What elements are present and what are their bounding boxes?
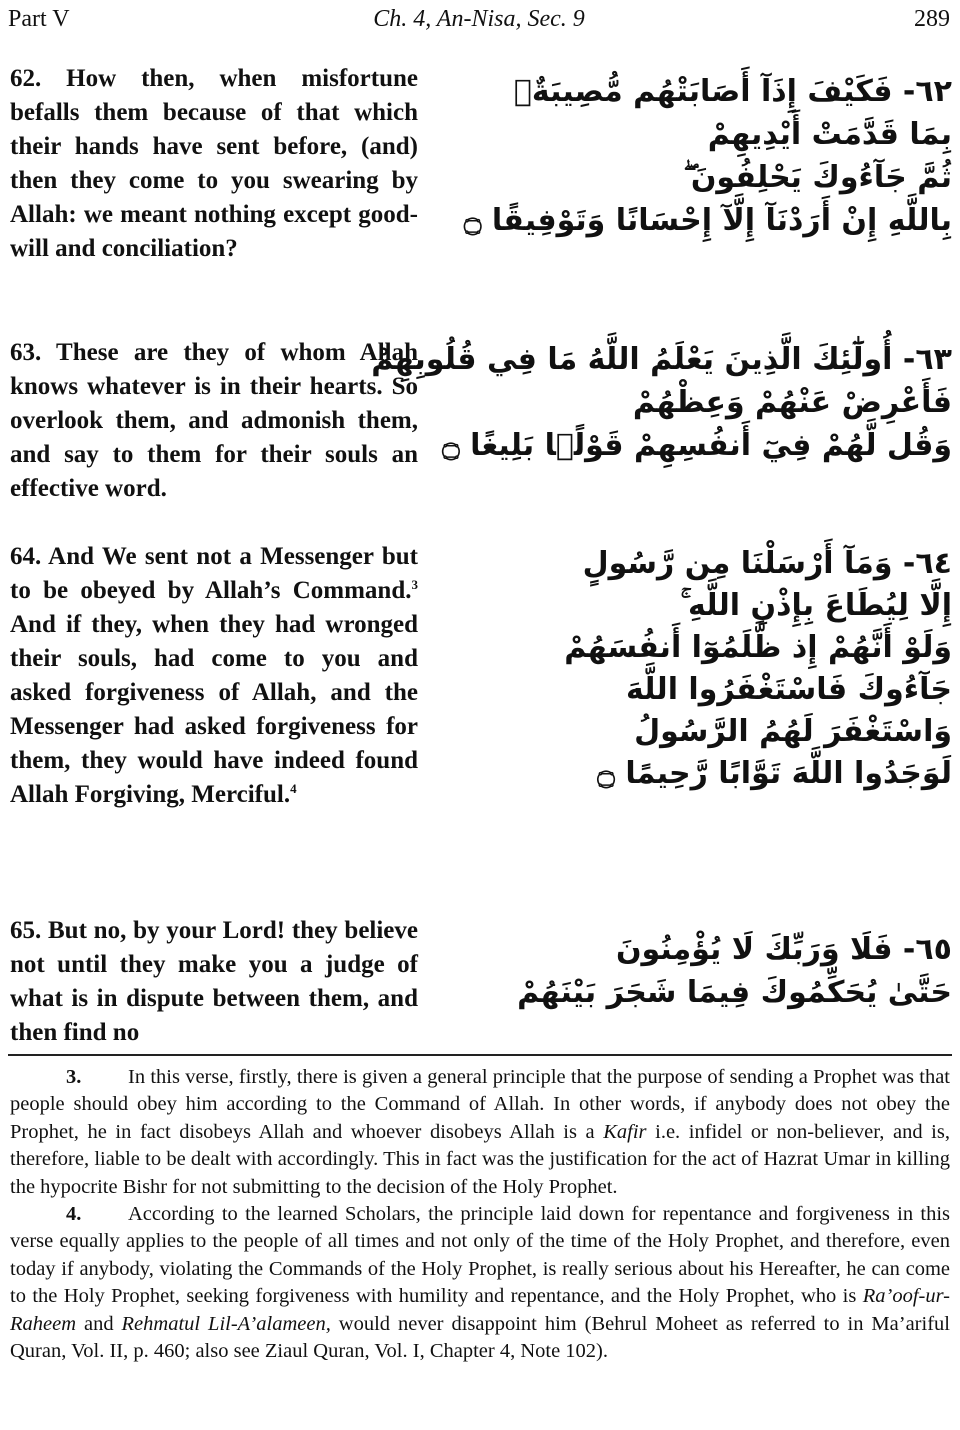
arabic-line: إِلَّا لِيُطَاعَ بِإِذْنِ اللَّهِ ۚ <box>680 588 952 623</box>
arabic-line: وَقُل لَّهُمْ فِيٓ أَنفُسِهِمْ قَوْلًۢا بَلِيغًا ۝ <box>442 428 952 463</box>
arabic-line: ٦٥- فَلَا وَرَبِّكَ لَا يُؤْمِنُونَ <box>615 932 952 967</box>
verse-65-english: 65. But no, by your Lord! they believe not until they make you a judge of what is in dispute between them, and then find no <box>10 917 418 1046</box>
arabic-line: وَاسْتَغْفَرَ لَهُمُ الرَّسُولُ <box>634 714 952 749</box>
chapter-title: Ch. 4, An-Nisa, Sec. 9 <box>373 6 585 32</box>
arabic-line: لَوَجَدُوا اللَّهَ تَوَّابًا رَّحِيمًا ۝ <box>597 756 952 791</box>
footnote-divider <box>8 1054 952 1056</box>
footnote-ref-3[interactable]: 3 <box>411 577 418 592</box>
verse-64-arabic <box>470 542 952 794</box>
arabic-line: ٦٣- أُولَٰٓئِكَ الَّذِينَ يَعْلَمُ اللَّهُ مَا فِي قُلُوبِهِمْ <box>371 342 952 377</box>
footnote-number: 4. <box>66 1203 82 1226</box>
footnote-text: According to the learned Scholars, the principle laid down for repentance and forgiveness in this verse equally applies to the people of all times and not only of the time of the Holy Prophet, and therefore, even today if anybody, violating the Commands of the Holy Prophet, is really serious about his Hereafter, he can come to the Holy Prophet, seeking forgiveness with humility and repentance, and the Holy Prophet, who is <box>10 1203 950 1308</box>
arabic-line: ثُمَّ جَآءُوكَ يَحْلِفُونَ ۖ <box>683 160 952 195</box>
verse-64-text-b: And if they, when they had wronged their souls, had come to you and asked forgiveness of Allah, and the Messenger had asked forgiveness for them, they would have indeed found Allah Forgiving, Merciful. <box>10 611 418 808</box>
footnotes <box>10 1064 950 1365</box>
arabic-line: فَأَعْرِضْ عَنْهُمْ وَعِظْهُمْ <box>632 385 952 420</box>
arabic-line: حَتَّىٰ يُحَكِّمُوكَ فِيمَا شَجَرَ بَيْنَهُمْ <box>517 975 952 1010</box>
part-label: Part V <box>8 6 70 32</box>
footnote-italic-term: Rehmatul Lil-A’alameen, <box>121 1312 331 1335</box>
verse-65-arabic <box>470 928 952 1014</box>
footnote-text: In this verse, firstly, there is given a general principle that the purpose of sending a Prophet was that people should obey him according to the Command of Allah. In other words, if anybody does not obey the Prophet, he in fact disobeys Allah and whoever disobeys Allah is a <box>10 1066 950 1143</box>
running-header <box>8 4 950 38</box>
verse-64-text-a: 64. And We sent not a Messenger but to be obeyed by Allah’s Command. <box>10 543 418 604</box>
arabic-line: وَلَوْ أَنَّهُمْ إِذ ظَّلَمُوٓا أَنفُسَهُمْ <box>564 630 952 665</box>
page-number: 289 <box>914 6 950 32</box>
footnote-text: and <box>76 1312 122 1335</box>
arabic-line: ٦٤- وَمَآ أَرْسَلْنَا مِن رَّسُولٍ <box>582 546 952 581</box>
footnote-text: would never disappoint him (Behrul Moheet as referred to in Ma’ariful Quran, Vol. II, p. 460; also see Ziaul Quran, Vol. I, Chapter 4, Note 102). <box>10 1312 950 1363</box>
footnote-4 <box>10 1201 950 1365</box>
verse-62-english: 62. How then, when misfortune befalls them because of that which their hands have sent before, (and) then they come to you swearing by Allah: we meant nothing except good-will and conciliation? <box>10 65 418 262</box>
arabic-line: بِاللَّهِ إِنْ أَرَدْنَآ إِلَّآ إِحْسَانًا وَتَوْفِيقًا ۝ <box>463 203 952 238</box>
footnote-number: 3. <box>66 1066 82 1088</box>
footnote-italic-term: Kafir <box>603 1120 647 1143</box>
footnote-italic-term: Ra’oof-ur-Raheem <box>10 1285 950 1335</box>
footnote-text: i.e. infidel or non-believer, and is, therefore, liable to be dealt with accordingly. This in fact was the justification for the act of Hazrat Umar in killing the hypocrite Bishr for not submitting to the decision of the Holy Prophet. <box>10 1120 950 1198</box>
verse-63-arabic <box>371 338 952 467</box>
verse-63-english: 63. These are they of whom Allah knows whatever is in their hearts. So overlook them, and admonish them, and say to them for their souls an effective word. <box>10 339 418 502</box>
arabic-line: ٦٢- فَكَيْفَ إِذَآ أَصَابَتْهُم مُّصِيبَةٌۢ <box>513 74 952 109</box>
footnote-ref-4[interactable]: 4 <box>290 781 297 796</box>
footnote-3 <box>10 1064 950 1201</box>
arabic-line: جَآءُوكَ فَاسْتَغْفَرُوا اللَّهَ <box>625 672 952 707</box>
verse-64-english <box>10 540 418 812</box>
verse-62-arabic <box>463 70 952 242</box>
arabic-line: بِمَا قَدَّمَتْ أَيْدِيهِمْ <box>707 117 952 152</box>
